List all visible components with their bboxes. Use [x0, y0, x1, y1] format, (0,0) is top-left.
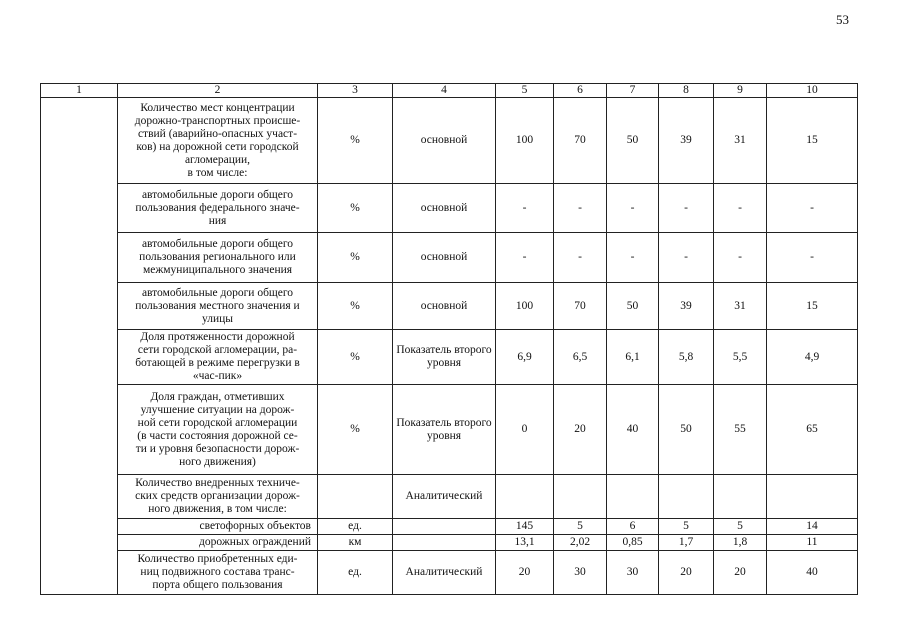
- indicator-name-line: ниц подвижного состава транс-: [140, 566, 295, 578]
- header-cell: 2: [118, 84, 318, 98]
- unit-cell: ед.: [318, 519, 393, 535]
- unit-cell: км: [318, 535, 393, 551]
- value-cell: 39: [659, 283, 714, 330]
- value-cell: 39: [659, 98, 714, 184]
- value-cell: -: [607, 184, 659, 233]
- value-cell: -: [496, 184, 554, 233]
- indicator-name-line: ти и уровня безопасности дорож-: [135, 442, 300, 455]
- value-cell: 40: [607, 385, 659, 475]
- header-cell: 7: [607, 84, 659, 98]
- indicator-name-line: пользования федерального значе-: [135, 201, 300, 214]
- value-cell: 50: [607, 283, 659, 330]
- value-cell: 0,85: [607, 535, 659, 551]
- value-cell: [659, 475, 714, 519]
- value-cell: 2,02: [554, 535, 607, 551]
- indicator-name-line: ного движения): [179, 455, 256, 468]
- value-cell: 0: [496, 385, 554, 475]
- indicator-type-cell: основной: [393, 98, 496, 184]
- value-cell: 20: [496, 551, 554, 595]
- value-cell: 145: [496, 519, 554, 535]
- indicator-name-line: «час-пик»: [192, 370, 243, 382]
- indicator-name-line: Количество мест концентрации: [140, 101, 295, 114]
- table-row: [41, 519, 858, 535]
- value-cell: -: [767, 184, 858, 233]
- value-cell: 20: [659, 551, 714, 595]
- value-cell: -: [767, 233, 858, 283]
- indicator-name-line: Доля граждан, отметивших: [150, 390, 285, 403]
- value-cell: -: [659, 184, 714, 233]
- indicator-name-cell: [118, 98, 318, 184]
- indicator-name-line: улицы: [201, 312, 234, 325]
- value-cell: 100: [496, 98, 554, 184]
- header-cell: 1: [41, 84, 118, 98]
- header-cell: 4: [393, 84, 496, 98]
- indicator-type-cell: основной: [393, 233, 496, 283]
- value-cell: 20: [554, 385, 607, 475]
- value-cell: 50: [607, 98, 659, 184]
- indicator-name-line: ния: [208, 214, 227, 227]
- indicator-name-line: межмуниципального значения: [142, 264, 293, 276]
- header-cell: 9: [714, 84, 767, 98]
- value-cell: 11: [767, 535, 858, 551]
- indicator-name-cell: [118, 184, 318, 233]
- indicator-type-cell: основной: [393, 184, 496, 233]
- header-cell: 10: [767, 84, 858, 98]
- table-row: [41, 475, 858, 519]
- indicator-name-line: пользования местного значения и: [135, 299, 300, 312]
- table-row: [41, 385, 858, 475]
- indicator-type-cell: [393, 519, 496, 535]
- table-row: [41, 551, 858, 595]
- indicator-type-cell: Аналитический: [393, 551, 496, 595]
- indicator-type-cell: Показатель второго уровня: [393, 330, 496, 385]
- indicator-name-line: агломерации,: [184, 153, 251, 166]
- value-cell: 15: [767, 283, 858, 330]
- value-cell: 6: [607, 519, 659, 535]
- indicator-name-line: светофорных объектов: [199, 520, 311, 532]
- value-cell: 30: [607, 551, 659, 595]
- value-cell: -: [659, 233, 714, 283]
- indicator-name-line: (в части состояния дорожной се-: [137, 429, 298, 442]
- value-cell: 15: [767, 98, 858, 184]
- value-cell: [496, 475, 554, 519]
- value-cell: 5: [659, 519, 714, 535]
- unit-cell: %: [318, 283, 393, 330]
- value-cell: 31: [714, 283, 767, 330]
- indicator-name-line: дорожных ограждений: [199, 536, 311, 548]
- unit-cell: %: [318, 233, 393, 283]
- indicator-name-line: автомобильные дороги общего: [141, 238, 294, 250]
- value-cell: [554, 475, 607, 519]
- value-cell: 31: [714, 98, 767, 184]
- indicator-name-line: ствий (аварийно-опасных участ-: [137, 127, 298, 140]
- table-row: [41, 184, 858, 233]
- indicators-table: [40, 83, 858, 595]
- table-row: [41, 233, 858, 283]
- unit-cell: %: [318, 184, 393, 233]
- indicator-name-line: автомобильные дороги общего: [141, 188, 294, 201]
- indicator-name-cell: [118, 475, 318, 519]
- indicator-name-line: улучшение ситуации на дорож-: [140, 403, 295, 416]
- indicator-name-cell: [118, 283, 318, 330]
- unit-cell: %: [318, 385, 393, 475]
- indicator-type-cell: [393, 535, 496, 551]
- indicator-name-line: автомобильные дороги общего: [141, 286, 294, 299]
- indicator-name-line: дорожно-транспортных происше-: [134, 114, 301, 127]
- value-cell: 55: [714, 385, 767, 475]
- indicator-name-line: ботающей в режиме перегрузки в: [135, 357, 300, 369]
- value-cell: [607, 475, 659, 519]
- value-cell: 100: [496, 283, 554, 330]
- table-row: [41, 283, 858, 330]
- value-cell: 6,5: [554, 330, 607, 385]
- indicator-name-line: ских средств организации дорож-: [135, 490, 300, 502]
- header-row: [41, 84, 858, 98]
- value-cell: 6,1: [607, 330, 659, 385]
- indicator-name-line: сети городской агломерации, ра-: [137, 344, 298, 356]
- indicator-name-line: Доля протяженности дорожной: [140, 331, 295, 343]
- value-cell: 30: [554, 551, 607, 595]
- indicator-name-cell: [118, 385, 318, 475]
- value-cell: 14: [767, 519, 858, 535]
- header-cell: 5: [496, 84, 554, 98]
- value-cell: 65: [767, 385, 858, 475]
- indicator-name-line: ной сети городской агломерации: [137, 416, 298, 429]
- indicator-name-cell: [118, 551, 318, 595]
- indicator-type-cell: Аналитический: [393, 475, 496, 519]
- value-cell: 5,5: [714, 330, 767, 385]
- value-cell: 5: [714, 519, 767, 535]
- value-cell: 4,9: [767, 330, 858, 385]
- value-cell: 13,1: [496, 535, 554, 551]
- indicator-name-cell: [118, 233, 318, 283]
- indicator-name-cell: [118, 535, 318, 551]
- value-cell: 20: [714, 551, 767, 595]
- indicator-name-cell: [118, 330, 318, 385]
- indicator-name-line: пользования регионального или: [139, 251, 296, 263]
- page-number: 53: [836, 12, 849, 27]
- value-cell: -: [554, 184, 607, 233]
- header-cell: 3: [318, 84, 393, 98]
- value-cell: 50: [659, 385, 714, 475]
- value-cell: -: [496, 233, 554, 283]
- value-cell: 1,8: [714, 535, 767, 551]
- table-row: [41, 330, 858, 385]
- indicator-name-line: порта общего пользования: [152, 579, 283, 591]
- table-row: [41, 98, 858, 184]
- value-cell: 5,8: [659, 330, 714, 385]
- value-cell: 70: [554, 283, 607, 330]
- unit-cell: %: [318, 98, 393, 184]
- unit-cell: [318, 475, 393, 519]
- indicator-type-cell: Показатель второго уровня: [393, 385, 496, 475]
- indicator-name-line: Количество внедренных техниче-: [135, 477, 300, 489]
- value-cell: [767, 475, 858, 519]
- value-cell: -: [554, 233, 607, 283]
- row-group-cell: [41, 98, 118, 595]
- indicator-name-line: Количество приобретенных еди-: [137, 553, 298, 565]
- unit-cell: ед.: [318, 551, 393, 595]
- value-cell: 1,7: [659, 535, 714, 551]
- header-cell: 6: [554, 84, 607, 98]
- indicator-name-line: ков) на дорожной сети городской: [136, 140, 299, 153]
- value-cell: [714, 475, 767, 519]
- value-cell: -: [714, 233, 767, 283]
- indicator-name-cell: [118, 519, 318, 535]
- indicator-name-line: ного движения, в том числе:: [148, 503, 287, 515]
- header-cell: 8: [659, 84, 714, 98]
- indicator-type-cell: основной: [393, 283, 496, 330]
- table-row: [41, 535, 858, 551]
- table-body: [41, 84, 858, 595]
- unit-cell: %: [318, 330, 393, 385]
- value-cell: 5: [554, 519, 607, 535]
- value-cell: 40: [767, 551, 858, 595]
- value-cell: 70: [554, 98, 607, 184]
- value-cell: -: [714, 184, 767, 233]
- indicator-name-line: в том числе:: [187, 166, 248, 179]
- value-cell: 6,9: [496, 330, 554, 385]
- value-cell: -: [607, 233, 659, 283]
